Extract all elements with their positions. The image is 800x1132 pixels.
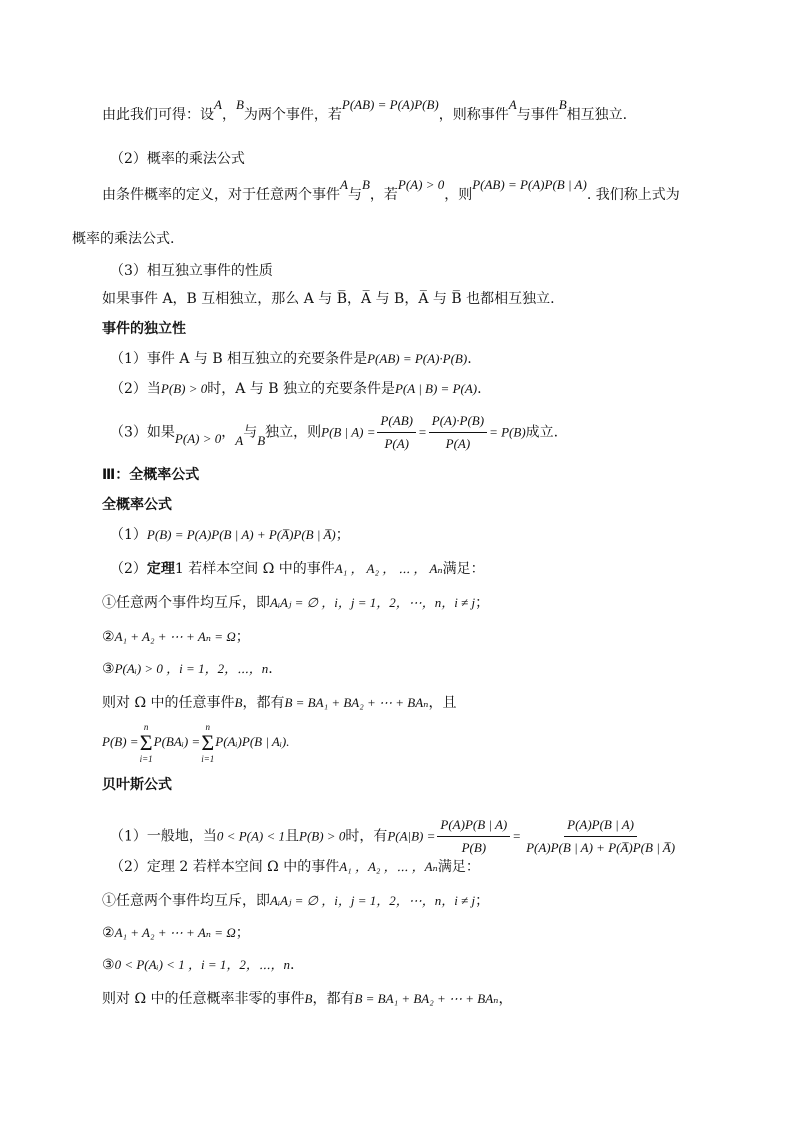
text: 由此我们可得：设 xyxy=(102,107,214,123)
independence-item-1 xyxy=(110,350,472,368)
formula: = P(B) xyxy=(489,424,526,440)
upper-limit: n xyxy=(205,722,210,732)
total-prob-statement xyxy=(102,694,456,712)
text: ② xyxy=(102,925,115,941)
subsection-title-total-probability: 全概率公式 xyxy=(102,497,172,513)
fraction xyxy=(437,814,510,859)
text: . xyxy=(477,381,482,397)
formula: A₁ ，A₂ ，⋯ ，Aₙ xyxy=(339,859,438,874)
text: . xyxy=(467,351,472,367)
math-A: A xyxy=(508,97,517,112)
numerator: P(A)P(B | A) xyxy=(564,814,637,837)
text: 由条件概率的定义，对于任意两个事件 xyxy=(102,187,340,203)
bayes-condition-1 xyxy=(102,892,489,910)
independence-definition xyxy=(102,97,628,124)
math-A: A xyxy=(235,432,244,448)
text: . xyxy=(290,957,295,973)
bayes-formula-1 xyxy=(110,814,680,859)
summation xyxy=(140,722,153,764)
text: 时，A 与 B 独立的充要条件是 xyxy=(207,381,395,397)
text: （1）事件 A 与 B 相互独立的充要条件是 xyxy=(110,351,368,367)
formula: A₁ ， A₂ ， ⋯ ， Aₙ xyxy=(334,561,443,576)
text: ，都有 xyxy=(312,991,355,1007)
section-title-total-probability: Ⅲ：全概率公式 xyxy=(102,467,200,483)
text: ， xyxy=(221,424,236,441)
text: . xyxy=(286,733,290,749)
theorem-2 xyxy=(110,858,480,876)
section-title-bayes: 贝叶斯公式 xyxy=(102,777,172,793)
text: 相互独立. xyxy=(566,107,628,123)
text: ， xyxy=(221,107,236,123)
formula: 0 < P(A) < 1 xyxy=(216,828,286,844)
text: . xyxy=(268,661,273,677)
math-B: B xyxy=(235,97,244,112)
text: ③ xyxy=(102,957,115,973)
formula: AᵢAⱼ = ∅ ，i，j = 1，2，⋯，n，i ≠ j xyxy=(270,893,476,908)
numerator: P(A)P(B | A) xyxy=(437,814,510,837)
numerator: P(A)·P(B) xyxy=(429,410,487,433)
text: . 我们称上式为 xyxy=(586,187,680,203)
formula: AᵢAⱼ = ∅ ，i，j = 1，2，⋯，n，i ≠ j xyxy=(270,595,476,610)
properties-paragraph: 如果事件 A，B 互相独立，那么 A 与 B̅，A̅ 与 B，A̅ 与 B̅ 也都相互独立. xyxy=(102,291,555,307)
text: ，都有 xyxy=(242,695,285,711)
text: 则对 Ω 中的任意事件 xyxy=(102,695,235,711)
text: 满足： xyxy=(437,859,480,875)
text: ② xyxy=(102,629,115,645)
sigma: Σ xyxy=(201,730,215,755)
text: （2）定理 2 若样本空间 Ω 中的事件 xyxy=(110,859,340,875)
lower-limit: i=1 xyxy=(139,754,153,764)
text: 满足： xyxy=(442,561,485,577)
text: ①任意两个事件均互斥，即 xyxy=(102,595,270,611)
math-A: A xyxy=(214,97,222,112)
theorem-label: 定理 xyxy=(146,561,175,577)
subheading-multiplication: （2）概率的乘法公式 xyxy=(110,151,245,167)
text: ，若 xyxy=(369,187,398,203)
formula: P(AB) = P(A)·P(B) xyxy=(367,351,468,366)
sigma: Σ xyxy=(139,730,153,755)
formula-multiplication: P(AB) = P(A)P(B | A) xyxy=(472,177,587,192)
bayes-statement xyxy=(102,990,512,1008)
text: 与事件 xyxy=(516,107,559,123)
equals: = xyxy=(512,828,522,844)
lower-limit: i=1 xyxy=(201,754,215,764)
math-A: A xyxy=(340,177,348,192)
formula: P(B) = P(A)P(B | A) + P(A̅)P(B | A̅) xyxy=(146,527,336,542)
text: ； xyxy=(235,925,250,941)
formula: P(B) > 0 xyxy=(160,381,208,396)
multiplication-paragraph-cont: 概率的乘法公式. xyxy=(72,231,175,247)
multiplication-paragraph xyxy=(102,177,680,204)
denominator: P(B) xyxy=(461,840,487,855)
text: ①任意两个事件均互斥，即 xyxy=(102,893,270,909)
math-B: B xyxy=(361,177,370,192)
section-title-independence: 事件的独立性 xyxy=(102,321,186,337)
formula: P(BAᵢ) = xyxy=(153,733,201,749)
text: （3）如果 xyxy=(110,424,175,441)
text: （2） xyxy=(110,561,147,577)
upper-limit: n xyxy=(143,722,149,732)
math-B: B xyxy=(304,991,313,1006)
formula: B = BA₁ + BA₂ + ⋯ + BAₙ xyxy=(284,695,429,710)
formula-pa-positive: P(A) > 0 xyxy=(397,177,445,192)
math-B: B xyxy=(234,695,243,710)
formula: P(A) > 0 xyxy=(174,430,222,446)
formula: A₁ + A₂ + ⋯ + Aₙ = Ω xyxy=(114,925,236,940)
numerator: P(AB) xyxy=(377,410,415,433)
text: （1） xyxy=(110,527,147,543)
text: 独立，则 xyxy=(265,424,322,441)
independence-item-3 xyxy=(110,410,558,455)
text: （2）当 xyxy=(110,381,161,397)
denominator: P(A) xyxy=(445,436,471,451)
formula: A₁ + A₂ + ⋯ + Aₙ = Ω xyxy=(114,629,236,644)
total-prob-sum-formula xyxy=(102,722,290,764)
text: ； xyxy=(235,629,250,645)
text: 1 若样本空间 Ω 中的事件 xyxy=(174,561,335,577)
fraction xyxy=(429,410,487,455)
text: ； xyxy=(475,595,490,611)
summation xyxy=(201,722,214,764)
text: ， xyxy=(498,991,513,1007)
formula: P(A|B) = xyxy=(387,828,436,844)
subheading-properties: （3）相互独立事件的性质 xyxy=(110,263,273,279)
text: 且 xyxy=(285,828,300,845)
math-B: B xyxy=(558,97,567,112)
formula: B = BA₁ + BA₂ + ⋯ + BAₙ xyxy=(354,991,499,1006)
bayes-condition-3 xyxy=(102,956,295,974)
text: 与 xyxy=(347,187,362,203)
text: ，则称事件 xyxy=(438,107,509,123)
text: 成立. xyxy=(525,424,559,441)
text: ； xyxy=(475,893,490,909)
formula: P(Aᵢ) > 0 ，i = 1，2，⋯，n xyxy=(114,661,269,676)
formula: P(Aᵢ)P(B | Aᵢ) xyxy=(215,733,287,749)
formula: P(B) > 0 xyxy=(299,828,346,844)
formula: P(B | A) = xyxy=(321,424,376,440)
formula: P(B) = xyxy=(102,733,139,749)
text: ，且 xyxy=(428,695,457,711)
equals: = xyxy=(417,424,427,440)
denominator: P(A)P(B | A) + P(A̅)P(B | A̅) xyxy=(526,840,676,855)
condition-3 xyxy=(102,660,273,678)
independence-item-2 xyxy=(110,380,482,398)
fraction xyxy=(377,410,415,455)
math-B: B xyxy=(257,432,266,448)
text: 与 xyxy=(243,424,258,441)
condition-2 xyxy=(102,628,250,646)
fraction xyxy=(523,814,678,859)
text: （1）一般地，当 xyxy=(110,828,217,845)
text: ，则 xyxy=(444,187,473,203)
denominator: P(A) xyxy=(384,436,409,451)
condition-1 xyxy=(102,594,489,612)
formula: 0 < P(Aᵢ) < 1 ，i = 1，2，⋯，n xyxy=(114,957,291,972)
formula-independence: P(AB) = P(A)P(B) xyxy=(341,97,439,112)
text: 为两个事件，若 xyxy=(243,107,342,123)
text: ③ xyxy=(102,661,115,677)
total-prob-formula-1 xyxy=(110,526,350,544)
text: 则对 Ω 中的任意概率非零的事件 xyxy=(102,991,305,1007)
text: ； xyxy=(335,527,350,543)
formula: P(A | B) = P(A) xyxy=(394,381,478,396)
bayes-condition-2 xyxy=(102,924,250,942)
theorem-1 xyxy=(110,560,485,578)
text: 时，有 xyxy=(345,828,388,845)
